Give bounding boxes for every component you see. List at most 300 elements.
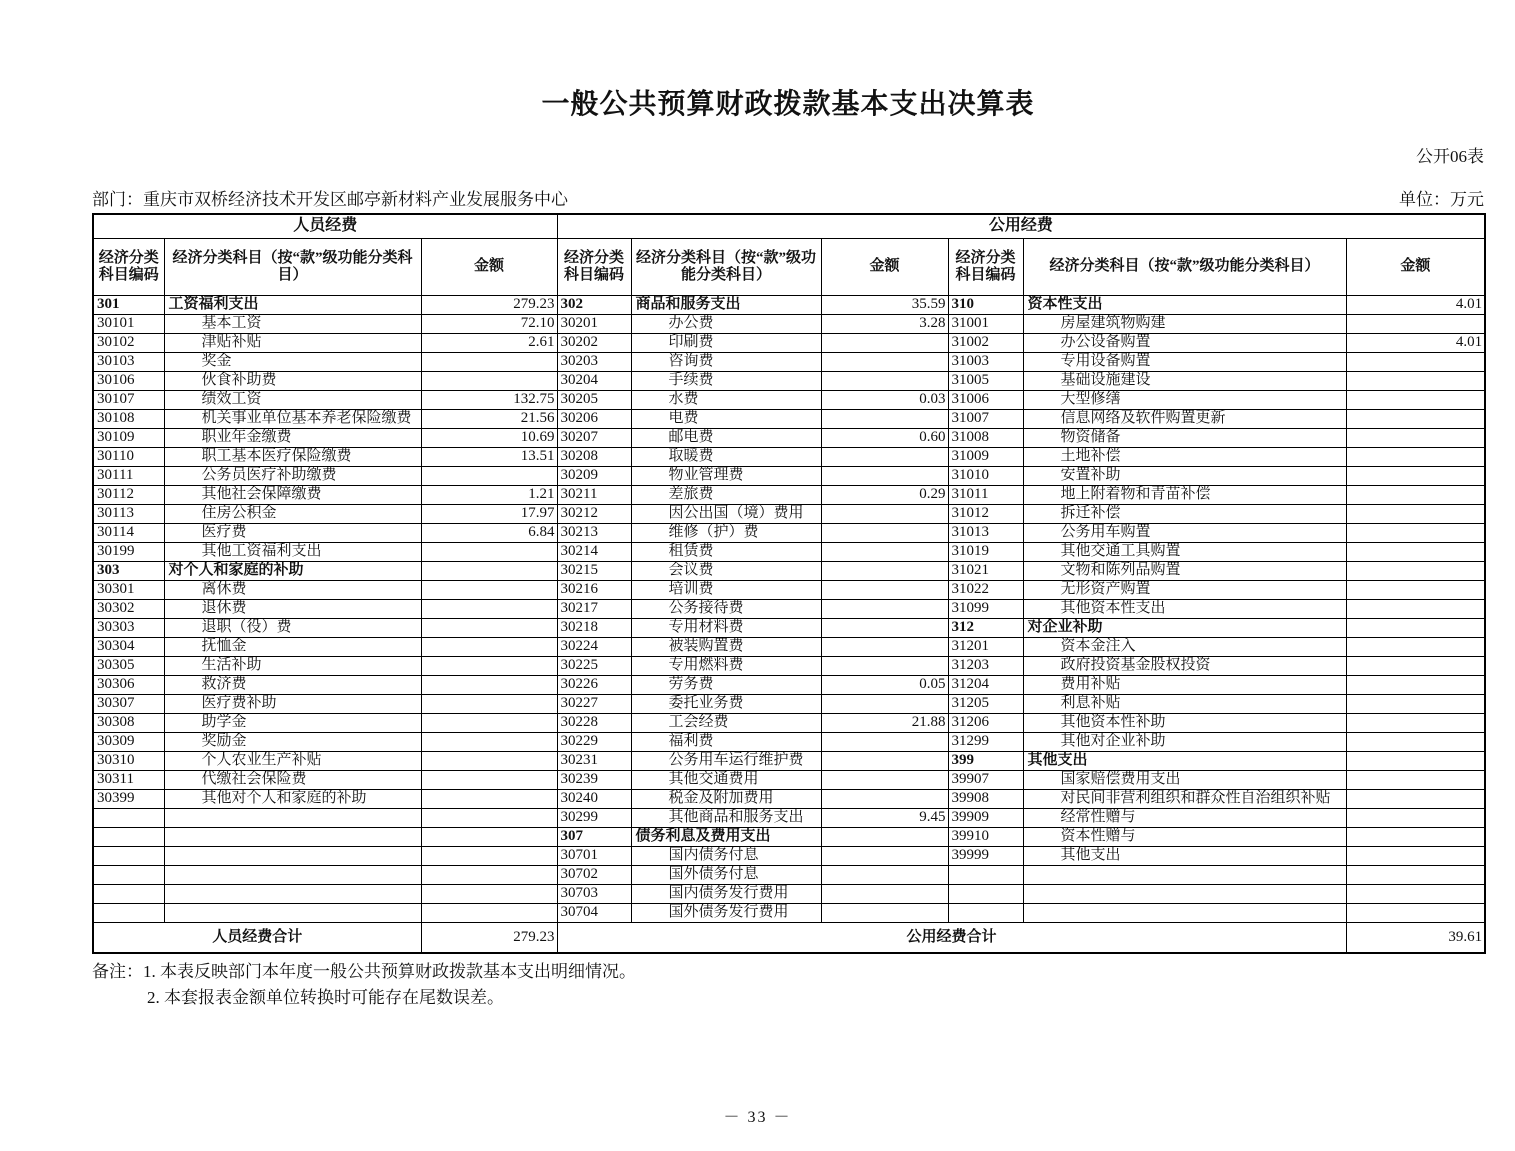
unit-label: 单位：万元 xyxy=(1399,190,1484,209)
item-name-cell: 公务接待费 xyxy=(631,599,821,618)
code-cell xyxy=(93,846,164,865)
item-name-cell xyxy=(164,865,421,884)
item-name-cell: 债务利息及费用支出 xyxy=(631,827,821,846)
amount-cell xyxy=(821,732,948,751)
item-name-cell: 对个人和家庭的补助 xyxy=(164,561,421,580)
code-cell: 31009 xyxy=(948,447,1023,466)
table-row xyxy=(93,542,1485,561)
amount-cell xyxy=(421,561,557,580)
code-cell xyxy=(93,808,164,827)
item-name-cell: 培训费 xyxy=(631,580,821,599)
amount-cell xyxy=(421,884,557,903)
amount-cell: 2.61 xyxy=(421,333,557,352)
column-header-row xyxy=(93,238,1485,295)
table-row xyxy=(93,333,1485,352)
item-name-cell: 差旅费 xyxy=(631,485,821,504)
code-cell: 30306 xyxy=(93,675,164,694)
amount-cell xyxy=(421,694,557,713)
amount-cell xyxy=(1346,694,1485,713)
item-name-cell: 公务员医疗补助缴费 xyxy=(164,466,421,485)
code-cell: 30199 xyxy=(93,542,164,561)
code-cell: 31005 xyxy=(948,371,1023,390)
code-cell: 30399 xyxy=(93,789,164,808)
item-name-cell: 物资储备 xyxy=(1023,428,1346,447)
code-cell: 30304 xyxy=(93,637,164,656)
code-cell xyxy=(93,865,164,884)
note-text-2: 2. 本套报表金额单位转换时可能存在尾数误差。 xyxy=(147,988,504,1007)
amount-cell xyxy=(1346,428,1485,447)
table-body xyxy=(93,295,1485,922)
code-cell: 30701 xyxy=(557,846,631,865)
item-name-cell: 办公费 xyxy=(631,314,821,333)
amount-cell xyxy=(421,770,557,789)
amount-cell xyxy=(1346,884,1485,903)
amount-cell xyxy=(1346,903,1485,922)
amount-cell xyxy=(421,675,557,694)
code-cell: 30207 xyxy=(557,428,631,447)
amount-cell xyxy=(421,808,557,827)
item-name-cell: 奖金 xyxy=(164,352,421,371)
amount-cell xyxy=(821,846,948,865)
item-name-cell: 公务用车运行维护费 xyxy=(631,751,821,770)
amount-cell: 21.56 xyxy=(421,409,557,428)
code-cell: 30110 xyxy=(93,447,164,466)
table-row xyxy=(93,504,1485,523)
code-cell: 31205 xyxy=(948,694,1023,713)
code-cell: 31022 xyxy=(948,580,1023,599)
item-name-cell: 其他社会保障缴费 xyxy=(164,485,421,504)
budget-table xyxy=(92,213,1486,954)
code-cell: 31201 xyxy=(948,637,1023,656)
item-name-cell: 利息补贴 xyxy=(1023,694,1346,713)
amount-cell xyxy=(821,656,948,675)
form-code: 公开06表 xyxy=(1416,147,1484,166)
code-cell xyxy=(948,884,1023,903)
amount-cell xyxy=(821,371,948,390)
amount-cell xyxy=(421,637,557,656)
amount-cell xyxy=(821,751,948,770)
code-cell: 30204 xyxy=(557,371,631,390)
department-label: 部门：重庆市双桥经济技术开发区邮亭新材料产业发展服务中心 xyxy=(92,190,568,209)
amount-cell: 0.03 xyxy=(821,390,948,409)
amount-cell xyxy=(1346,371,1485,390)
code-cell: 31021 xyxy=(948,561,1023,580)
table-row xyxy=(93,561,1485,580)
amount-cell xyxy=(821,789,948,808)
table-row xyxy=(93,694,1485,713)
amount-cell xyxy=(1346,352,1485,371)
item-name-cell: 其他对个人和家庭的补助 xyxy=(164,789,421,808)
item-name-cell: 公务用车购置 xyxy=(1023,523,1346,542)
item-name-cell: 医疗费补助 xyxy=(164,694,421,713)
item-name-cell: 代缴社会保险费 xyxy=(164,770,421,789)
amount-cell xyxy=(421,618,557,637)
group-header-personnel: 人员经费 xyxy=(93,214,557,238)
amount-cell xyxy=(821,903,948,922)
item-name-cell: 商品和服务支出 xyxy=(631,295,821,314)
amount-cell: 3.28 xyxy=(821,314,948,333)
item-name-cell: 房屋建筑物购建 xyxy=(1023,314,1346,333)
item-name-cell: 国家赔偿费用支出 xyxy=(1023,770,1346,789)
item-name-cell: 取暖费 xyxy=(631,447,821,466)
item-name-cell: 其他支出 xyxy=(1023,846,1346,865)
item-name-cell: 咨询费 xyxy=(631,352,821,371)
item-name-cell: 因公出国（境）费用 xyxy=(631,504,821,523)
amount-cell xyxy=(421,713,557,732)
amount-cell xyxy=(1346,713,1485,732)
item-name-cell: 助学金 xyxy=(164,713,421,732)
table-row xyxy=(93,447,1485,466)
amount-cell xyxy=(1346,485,1485,504)
item-name-cell: 专用设备购置 xyxy=(1023,352,1346,371)
item-name-cell: 拆迁补偿 xyxy=(1023,504,1346,523)
item-name-cell: 被装购置费 xyxy=(631,637,821,656)
amount-cell xyxy=(421,846,557,865)
item-name-cell: 奖励金 xyxy=(164,732,421,751)
amount-cell xyxy=(821,466,948,485)
amount-cell xyxy=(1346,865,1485,884)
item-name-cell: 对民间非营利组织和群众性自治组织补贴 xyxy=(1023,789,1346,808)
amount-cell xyxy=(821,827,948,846)
code-cell: 30111 xyxy=(93,466,164,485)
code-cell: 39908 xyxy=(948,789,1023,808)
code-cell: 30226 xyxy=(557,675,631,694)
item-name-cell: 国内债务发行费用 xyxy=(631,884,821,903)
amount-cell: 6.84 xyxy=(421,523,557,542)
item-name-cell: 退休费 xyxy=(164,599,421,618)
item-name-cell xyxy=(1023,865,1346,884)
code-cell: 30102 xyxy=(93,333,164,352)
code-cell: 30218 xyxy=(557,618,631,637)
item-name-cell: 维修（护）费 xyxy=(631,523,821,542)
item-name-cell: 生活补助 xyxy=(164,656,421,675)
code-cell: 30213 xyxy=(557,523,631,542)
page-title: 一般公共预算财政拨款基本支出决算表 xyxy=(541,88,1035,119)
code-cell: 30109 xyxy=(93,428,164,447)
amount-cell xyxy=(1346,732,1485,751)
amount-cell xyxy=(1346,808,1485,827)
code-cell xyxy=(93,903,164,922)
amount-cell xyxy=(1346,599,1485,618)
item-name-cell xyxy=(1023,884,1346,903)
code-cell: 30702 xyxy=(557,865,631,884)
code-cell xyxy=(93,884,164,903)
col-header-name: 经济分类科目（按“款”级功能分类科目） xyxy=(164,238,421,295)
code-cell: 30209 xyxy=(557,466,631,485)
item-name-cell: 职业年金缴费 xyxy=(164,428,421,447)
amount-cell: 9.45 xyxy=(821,808,948,827)
item-name-cell: 基本工资 xyxy=(164,314,421,333)
code-cell: 30205 xyxy=(557,390,631,409)
page-number: － 33 － xyxy=(723,1109,792,1126)
item-name-cell: 津贴补贴 xyxy=(164,333,421,352)
item-name-cell: 对企业补助 xyxy=(1023,618,1346,637)
document-page xyxy=(92,82,1484,1011)
item-name-cell: 离休费 xyxy=(164,580,421,599)
code-cell: 30302 xyxy=(93,599,164,618)
code-cell: 30240 xyxy=(557,789,631,808)
amount-cell xyxy=(1346,466,1485,485)
code-cell: 31010 xyxy=(948,466,1023,485)
table-row xyxy=(93,827,1485,846)
item-name-cell: 其他资本性补助 xyxy=(1023,713,1346,732)
item-name-cell: 印刷费 xyxy=(631,333,821,352)
table-row xyxy=(93,409,1485,428)
code-cell: 31006 xyxy=(948,390,1023,409)
personnel-total-label: 人员经费合计 xyxy=(93,922,421,953)
code-cell: 30217 xyxy=(557,599,631,618)
item-name-cell: 伙食补助费 xyxy=(164,371,421,390)
amount-cell xyxy=(821,580,948,599)
table-row xyxy=(93,808,1485,827)
item-name-cell: 工资福利支出 xyxy=(164,295,421,314)
table-row xyxy=(93,675,1485,694)
code-cell: 30212 xyxy=(557,504,631,523)
amount-cell xyxy=(821,884,948,903)
code-cell: 30308 xyxy=(93,713,164,732)
table-row xyxy=(93,523,1485,542)
personnel-total-amount: 279.23 xyxy=(421,922,557,953)
item-name-cell: 其他资本性支出 xyxy=(1023,599,1346,618)
amount-cell: 35.59 xyxy=(821,295,948,314)
code-cell: 30228 xyxy=(557,713,631,732)
amount-cell: 13.51 xyxy=(421,447,557,466)
code-cell: 30227 xyxy=(557,694,631,713)
amount-cell: 17.97 xyxy=(421,504,557,523)
code-cell: 31012 xyxy=(948,504,1023,523)
code-cell: 30114 xyxy=(93,523,164,542)
code-cell: 31001 xyxy=(948,314,1023,333)
amount-cell xyxy=(421,466,557,485)
item-name-cell: 职工基本医疗保险缴费 xyxy=(164,447,421,466)
item-name-cell: 其他工资福利支出 xyxy=(164,542,421,561)
amount-cell: 21.88 xyxy=(821,713,948,732)
code-cell: 31008 xyxy=(948,428,1023,447)
table-row xyxy=(93,865,1485,884)
item-name-cell: 其他交通工具购置 xyxy=(1023,542,1346,561)
code-cell: 31019 xyxy=(948,542,1023,561)
amount-cell xyxy=(1346,751,1485,770)
amount-cell xyxy=(821,637,948,656)
code-cell: 30305 xyxy=(93,656,164,675)
table-row xyxy=(93,618,1485,637)
item-name-cell: 其他交通费用 xyxy=(631,770,821,789)
table-row xyxy=(93,770,1485,789)
code-cell: 30224 xyxy=(557,637,631,656)
table-row xyxy=(93,352,1485,371)
item-name-cell: 税金及附加费用 xyxy=(631,789,821,808)
note-line-1 xyxy=(92,959,1484,985)
table-row xyxy=(93,846,1485,865)
amount-cell xyxy=(421,352,557,371)
amount-cell xyxy=(421,789,557,808)
code-cell: 39909 xyxy=(948,808,1023,827)
amount-cell xyxy=(1346,314,1485,333)
item-name-cell: 退职（役）费 xyxy=(164,618,421,637)
amount-cell xyxy=(1346,561,1485,580)
table-row xyxy=(93,789,1485,808)
code-cell: 31204 xyxy=(948,675,1023,694)
item-name-cell: 地上附着物和青苗补偿 xyxy=(1023,485,1346,504)
code-cell: 30310 xyxy=(93,751,164,770)
table-row xyxy=(93,884,1485,903)
code-cell: 30202 xyxy=(557,333,631,352)
item-name-cell: 资本性赠与 xyxy=(1023,827,1346,846)
amount-cell xyxy=(1346,542,1485,561)
item-name-cell: 邮电费 xyxy=(631,428,821,447)
table-row xyxy=(93,903,1485,922)
amount-cell xyxy=(1346,656,1485,675)
item-name-cell xyxy=(164,884,421,903)
notes xyxy=(92,959,1484,1011)
amount-cell xyxy=(821,770,948,789)
code-cell: 30299 xyxy=(557,808,631,827)
code-cell: 30203 xyxy=(557,352,631,371)
code-cell: 31099 xyxy=(948,599,1023,618)
code-cell: 30101 xyxy=(93,314,164,333)
table-row xyxy=(93,732,1485,751)
col-header-amount: 金额 xyxy=(421,238,557,295)
amount-cell xyxy=(821,504,948,523)
amount-cell xyxy=(821,523,948,542)
public-total-amount: 39.61 xyxy=(1346,922,1485,953)
code-cell: 312 xyxy=(948,618,1023,637)
table-row xyxy=(93,295,1485,314)
amount-cell xyxy=(821,561,948,580)
code-cell: 30309 xyxy=(93,732,164,751)
code-cell: 30107 xyxy=(93,390,164,409)
code-cell: 30229 xyxy=(557,732,631,751)
item-name-cell: 国内债务付息 xyxy=(631,846,821,865)
code-cell xyxy=(948,903,1023,922)
item-name-cell: 福利费 xyxy=(631,732,821,751)
code-cell: 30704 xyxy=(557,903,631,922)
table-row xyxy=(93,637,1485,656)
item-name-cell: 租赁费 xyxy=(631,542,821,561)
item-name-cell: 水费 xyxy=(631,390,821,409)
amount-cell: 132.75 xyxy=(421,390,557,409)
item-name-cell xyxy=(164,808,421,827)
item-name-cell: 专用燃料费 xyxy=(631,656,821,675)
amount-cell xyxy=(1346,675,1485,694)
amount-cell: 10.69 xyxy=(421,428,557,447)
item-name-cell xyxy=(1023,903,1346,922)
item-name-cell: 机关事业单位基本养老保险缴费 xyxy=(164,409,421,428)
item-name-cell xyxy=(164,846,421,865)
amount-cell: 0.29 xyxy=(821,485,948,504)
item-name-cell: 土地补偿 xyxy=(1023,447,1346,466)
code-cell: 31206 xyxy=(948,713,1023,732)
item-name-cell: 政府投资基金股权投资 xyxy=(1023,656,1346,675)
amount-cell xyxy=(421,580,557,599)
item-name-cell xyxy=(164,827,421,846)
amount-cell: 4.01 xyxy=(1346,333,1485,352)
item-name-cell: 安置补助 xyxy=(1023,466,1346,485)
code-cell: 301 xyxy=(93,295,164,314)
item-name-cell: 工会经费 xyxy=(631,713,821,732)
table-row xyxy=(93,314,1485,333)
amount-cell xyxy=(821,694,948,713)
item-name-cell: 资本金注入 xyxy=(1023,637,1346,656)
item-name-cell: 救济费 xyxy=(164,675,421,694)
code-cell: 30214 xyxy=(557,542,631,561)
code-cell: 31013 xyxy=(948,523,1023,542)
amount-cell xyxy=(1346,580,1485,599)
amount-cell xyxy=(1346,409,1485,428)
group-header-public: 公用经费 xyxy=(557,214,1485,238)
amount-cell xyxy=(821,409,948,428)
item-name-cell: 抚恤金 xyxy=(164,637,421,656)
table-row xyxy=(93,599,1485,618)
amount-cell xyxy=(421,732,557,751)
item-name-cell: 绩效工资 xyxy=(164,390,421,409)
item-name-cell: 电费 xyxy=(631,409,821,428)
item-name-cell: 费用补贴 xyxy=(1023,675,1346,694)
item-name-cell: 大型修缮 xyxy=(1023,390,1346,409)
col-header-amount: 金额 xyxy=(821,238,948,295)
amount-cell xyxy=(821,542,948,561)
code-cell: 31011 xyxy=(948,485,1023,504)
code-cell: 30303 xyxy=(93,618,164,637)
code-cell: 30106 xyxy=(93,371,164,390)
code-cell: 39907 xyxy=(948,770,1023,789)
amount-cell: 279.23 xyxy=(421,295,557,314)
code-cell: 307 xyxy=(557,827,631,846)
table-row xyxy=(93,390,1485,409)
amount-cell: 4.01 xyxy=(1346,295,1485,314)
amount-cell xyxy=(1346,618,1485,637)
amount-cell xyxy=(421,865,557,884)
item-name-cell: 无形资产购置 xyxy=(1023,580,1346,599)
amount-cell: 0.05 xyxy=(821,675,948,694)
col-header-name: 经济分类科目（按“款”级功能分类科目） xyxy=(631,238,821,295)
amount-cell xyxy=(821,447,948,466)
code-cell: 30112 xyxy=(93,485,164,504)
totals-row xyxy=(93,922,1485,953)
note-line-2 xyxy=(92,985,1484,1011)
item-name-cell: 委托业务费 xyxy=(631,694,821,713)
table-row xyxy=(93,485,1485,504)
group-header-row xyxy=(93,214,1485,238)
code-cell: 30206 xyxy=(557,409,631,428)
code-cell: 303 xyxy=(93,561,164,580)
table-row xyxy=(93,428,1485,447)
code-cell: 31002 xyxy=(948,333,1023,352)
item-name-cell: 资本性支出 xyxy=(1023,295,1346,314)
table-row xyxy=(93,580,1485,599)
amount-cell xyxy=(421,751,557,770)
amount-cell xyxy=(421,827,557,846)
item-name-cell: 其他支出 xyxy=(1023,751,1346,770)
code-cell: 39910 xyxy=(948,827,1023,846)
amount-cell xyxy=(821,333,948,352)
code-cell: 30239 xyxy=(557,770,631,789)
code-cell: 310 xyxy=(948,295,1023,314)
amount-cell xyxy=(821,865,948,884)
code-cell: 30108 xyxy=(93,409,164,428)
item-name-cell: 劳务费 xyxy=(631,675,821,694)
amount-cell xyxy=(421,656,557,675)
amount-cell xyxy=(1346,789,1485,808)
amount-cell xyxy=(1346,770,1485,789)
amount-cell xyxy=(421,371,557,390)
item-name-cell: 其他商品和服务支出 xyxy=(631,808,821,827)
item-name-cell: 手续费 xyxy=(631,371,821,390)
amount-cell xyxy=(1346,827,1485,846)
amount-cell xyxy=(421,542,557,561)
code-cell: 399 xyxy=(948,751,1023,770)
col-header-amount: 金额 xyxy=(1346,238,1485,295)
